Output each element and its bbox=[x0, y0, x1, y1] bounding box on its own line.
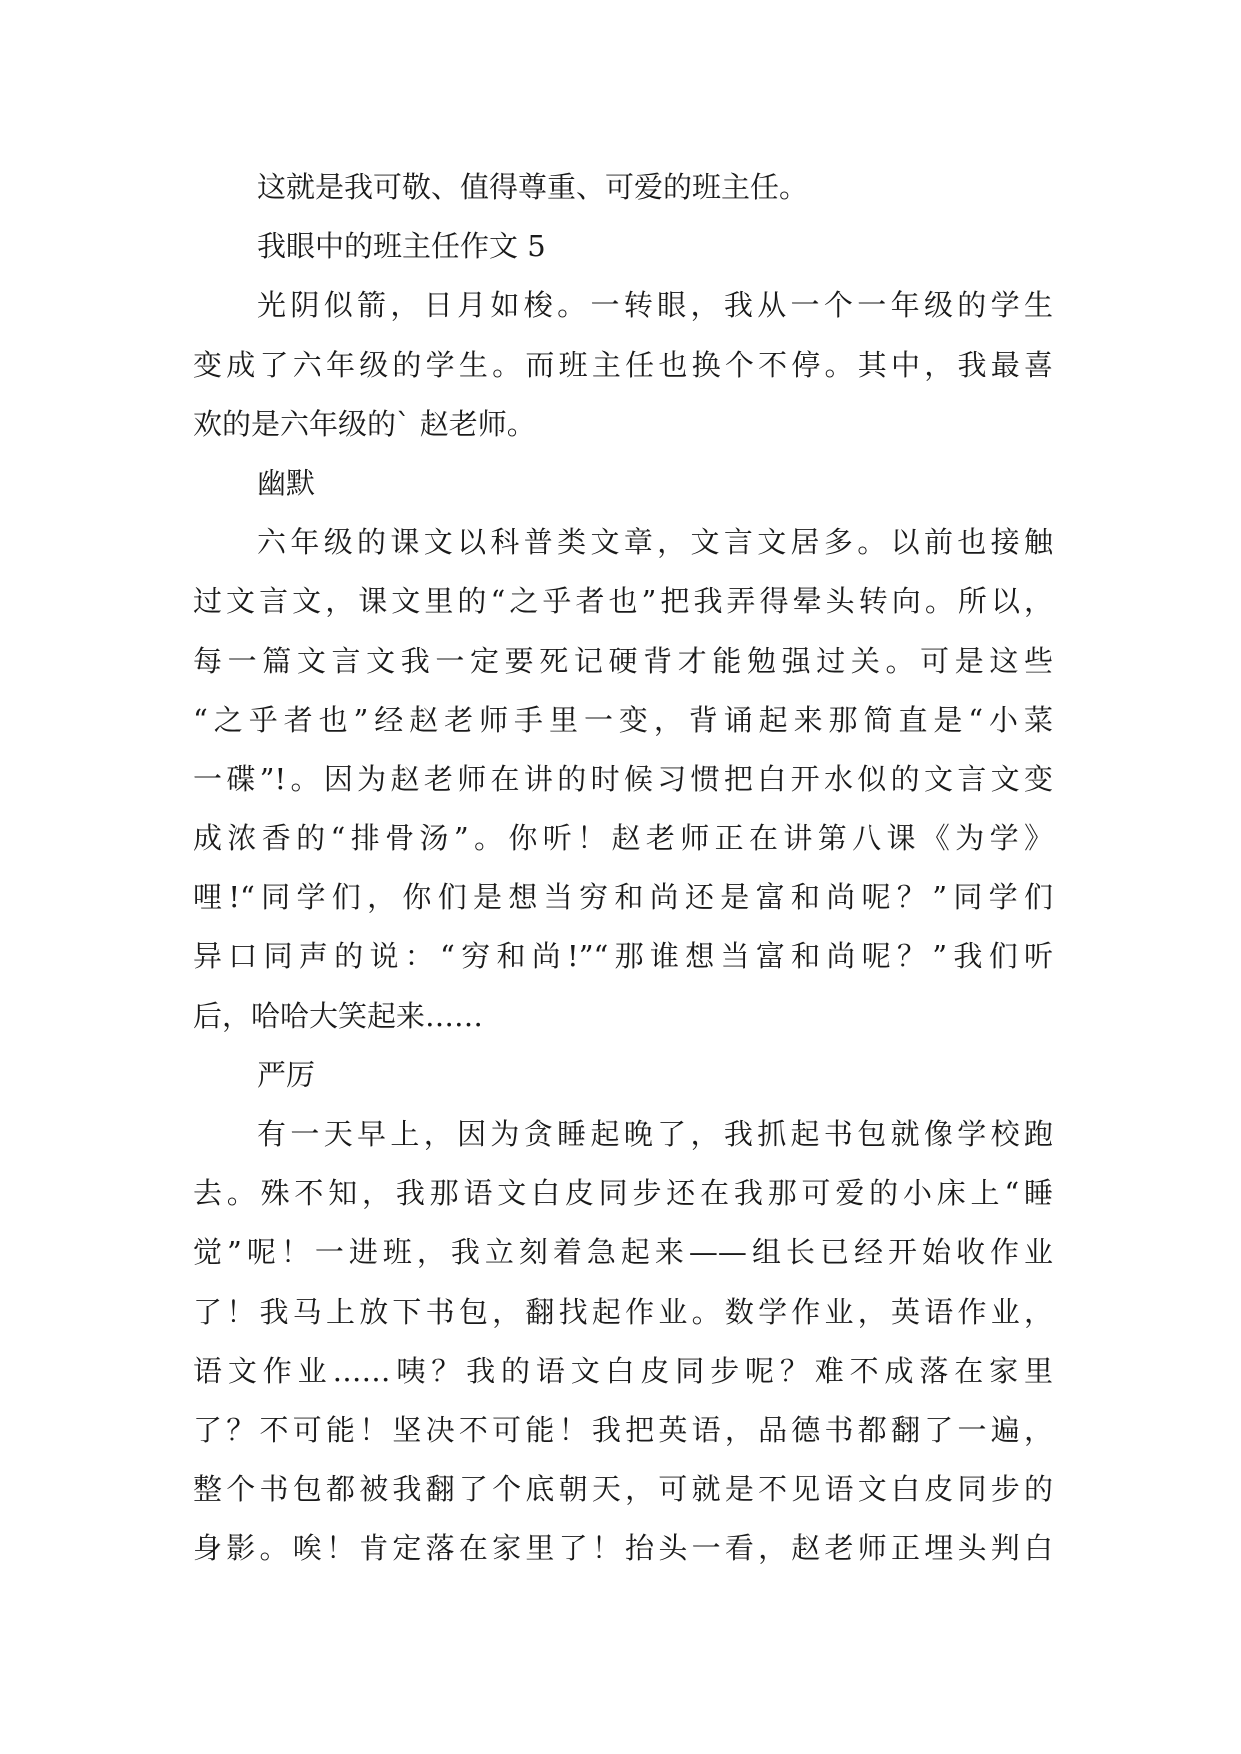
text-line: 每一篇文言文我一定要死记硬背才能勉强过关。可是这些 bbox=[193, 643, 1053, 678]
text-line: 欢的是六年级的` 赵老师。 bbox=[193, 406, 536, 441]
text-line: 这就是我可敬、值得尊重、可爱的班主任。 bbox=[257, 170, 809, 204]
text-line: 一碟”!。因为赵老师在讲的时候习惯把白开水似的文言文变 bbox=[193, 761, 1053, 796]
text-line: 身影。唉！肯定落在家里了！抬头一看，赵老师正埋头判白 bbox=[193, 1531, 1053, 1566]
text-line: 哩!“同学们，你们是想当穷和尚还是富和尚呢？”同学们 bbox=[193, 880, 1053, 915]
text-line: 觉”呢！一进班，我立刻着急起来——组长已经开始收作业 bbox=[193, 1235, 1053, 1270]
essay-body bbox=[193, 158, 1053, 1579]
text-line: “之乎者也”经赵老师手里一变，背诵起来那简直是“小菜 bbox=[193, 702, 1053, 737]
text-line: 整个书包都被我翻了个底朝天，可就是不见语文白皮同步的 bbox=[193, 1472, 1053, 1507]
text-line: 过文言文，课文里的“之乎者也”把我弄得晕头转向。所以， bbox=[193, 584, 1053, 619]
essay-title: 我眼中的班主任作文 5 bbox=[257, 229, 546, 264]
text-line: 后，哈哈大笑起来…… bbox=[193, 998, 484, 1033]
section-heading: 幽默 bbox=[257, 465, 316, 500]
text-line: 有一天早上，因为贪睡起晚了，我抓起书包就像学校跑 bbox=[257, 1117, 1053, 1151]
text-line: 变成了六年级的学生。而班主任也换个不停。其中，我最喜 bbox=[193, 347, 1053, 382]
text-line: 异口同声的说：“穷和尚!”“那谁想当富和尚呢？”我们听 bbox=[193, 939, 1053, 974]
text-line: 去。殊不知，我那语文白皮同步还在我那可爱的小床上“睡 bbox=[193, 1176, 1053, 1211]
text-line: 光阴似箭，日月如梭。一转眼，我从一个一年级的学生 bbox=[257, 288, 1053, 323]
text-line: 语文作业……咦？我的语文白皮同步呢？难不成落在家里 bbox=[193, 1353, 1053, 1388]
text-line: 了！我马上放下书包，翻找起作业。数学作业，英语作业， bbox=[193, 1294, 1053, 1329]
text-line: 成浓香的“排骨汤”。你听！赵老师正在讲第八课《为学》 bbox=[193, 821, 1053, 856]
text-line: 了？不可能！坚决不可能！我把英语，品德书都翻了一遍， bbox=[193, 1412, 1053, 1447]
text-line: 六年级的课文以科普类文章，文言文居多。以前也接触 bbox=[257, 525, 1053, 560]
section-heading: 严厉 bbox=[257, 1057, 316, 1092]
